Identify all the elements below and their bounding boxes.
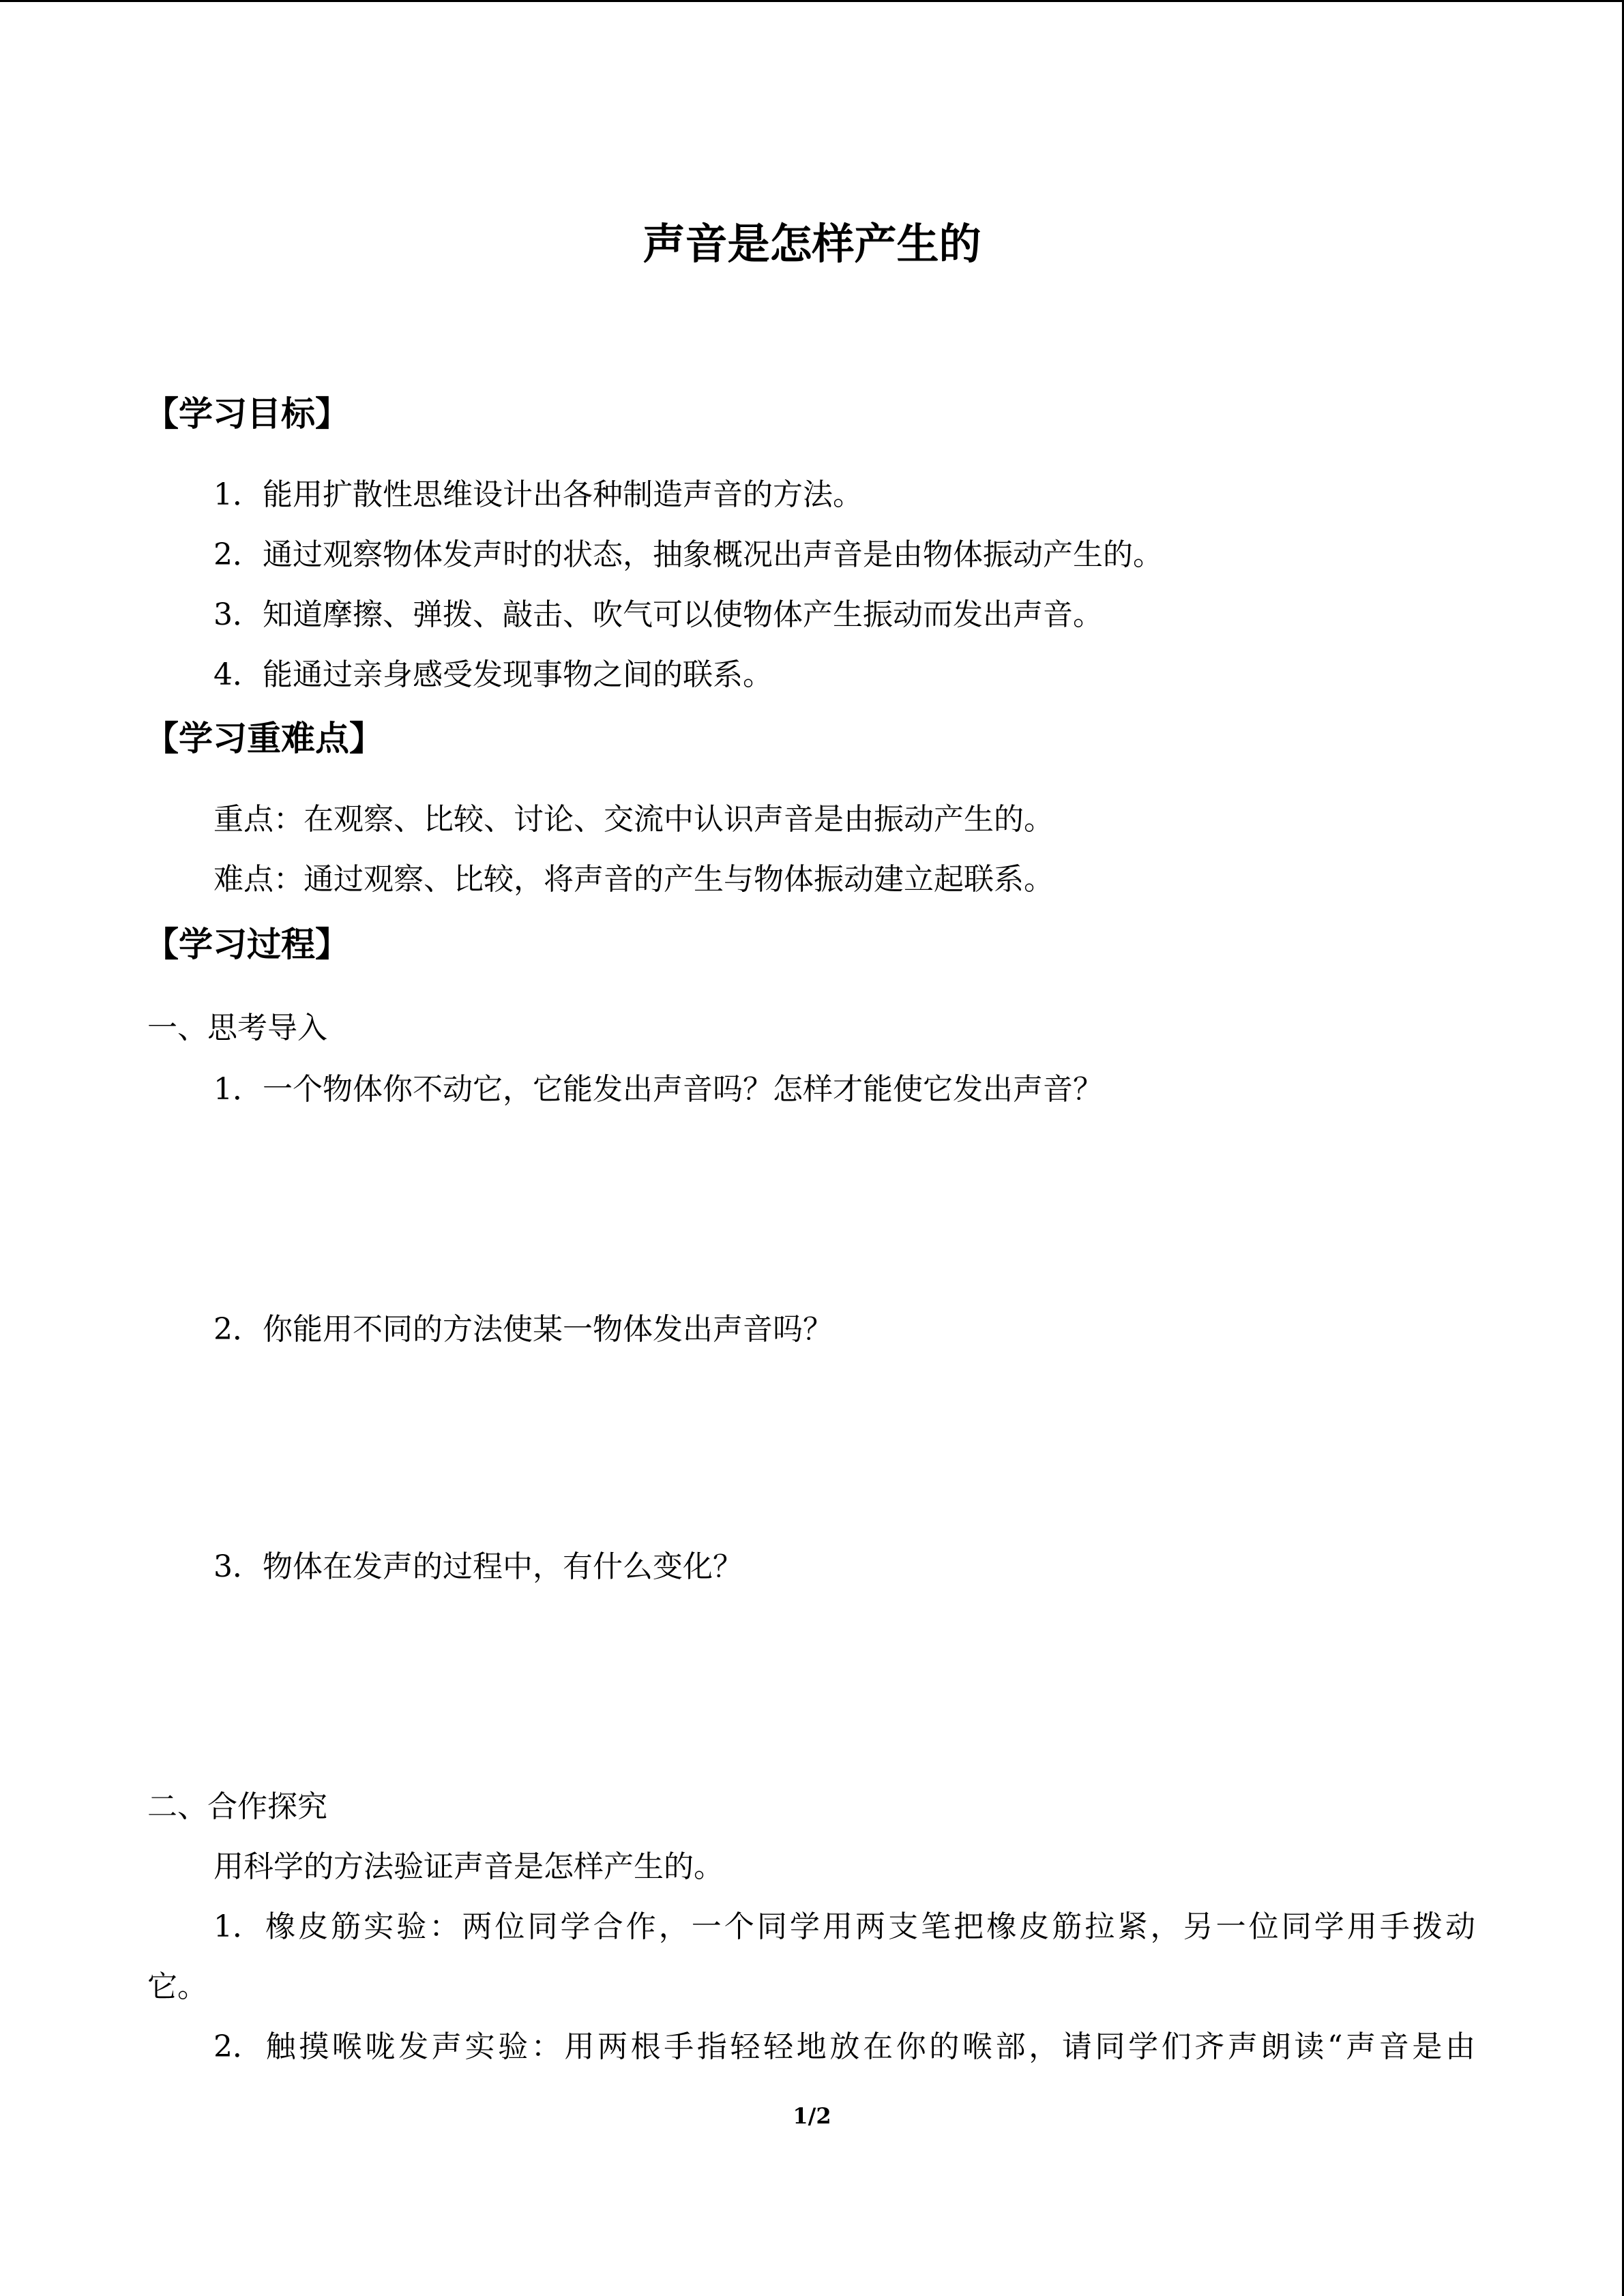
question-text: 物体在发声的过程中，有什么变化？ — [263, 1549, 743, 1584]
objective-text: 知道摩擦、弹拨、敲击、吹气可以使物体产生振动而发出声音。 — [263, 597, 1103, 632]
objective-item-4 — [213, 655, 773, 696]
focus-point: 重点：在观察、比较、讨论、交流中认识声音是由振动产生的。 — [213, 802, 1054, 837]
objective-item-2 — [213, 535, 1163, 576]
document-title: 声音是怎样产生的 — [643, 219, 981, 269]
experiment-text: 橡皮筋实验：两位同学合作，一个同学用两支笔把橡皮筋拉紧，另一位同学用手拨动 — [263, 1909, 1475, 1944]
experiment-number: 2． — [213, 2029, 263, 2064]
objective-text: 能用扩散性思维设计出各种制造声音的方法。 — [263, 477, 863, 512]
question-number: 2． — [213, 1312, 263, 1347]
part2-title: 二、合作探究 — [147, 1789, 327, 1824]
question-text: 你能用不同的方法使某一物体发出声音吗？ — [263, 1312, 833, 1347]
experiment-number: 1． — [213, 1909, 263, 1944]
objective-number: 3． — [213, 597, 263, 632]
objective-number: 4． — [213, 657, 263, 692]
key-points-heading: 【学习重难点】 — [145, 719, 383, 758]
question-1 — [213, 1069, 1103, 1110]
objective-number: 1． — [213, 477, 263, 512]
objectives-heading: 【学习目标】 — [145, 394, 349, 434]
question-text: 一个物体你不动它，它能发出声音吗？怎样才能使它发出声音？ — [263, 1072, 1103, 1107]
experiment-2-line — [213, 2027, 1475, 2068]
objective-item-1 — [213, 475, 863, 516]
part1-title: 一、思考导入 — [147, 1011, 327, 1045]
objective-text: 通过观察物体发声时的状态，抽象概况出声音是由物体振动产生的。 — [263, 537, 1163, 572]
experiment-1-continuation: 它。 — [147, 1969, 207, 2004]
objective-item-3 — [213, 595, 1103, 636]
objective-text: 能通过亲身感受发现事物之间的联系。 — [263, 657, 773, 692]
experiment-text: 触摸喉咙发声实验：用两根手指轻轻地放在你的喉部，请同学们齐声朗读“声音是由 — [263, 2029, 1475, 2064]
process-heading: 【学习过程】 — [145, 925, 349, 964]
page-number: 1/2 — [793, 2103, 831, 2129]
question-number: 3． — [213, 1549, 263, 1584]
experiment-1-line — [213, 1907, 1475, 1948]
question-2 — [213, 1309, 833, 1350]
objective-number: 2． — [213, 537, 263, 572]
question-3 — [213, 1547, 743, 1587]
difficulty-point: 难点：通过观察、比较，将声音的产生与物体振动建立起联系。 — [213, 862, 1054, 897]
question-number: 1． — [213, 1072, 263, 1107]
part2-intro: 用科学的方法验证声音是怎样产生的。 — [213, 1849, 724, 1884]
top-border — [0, 0, 1624, 2]
